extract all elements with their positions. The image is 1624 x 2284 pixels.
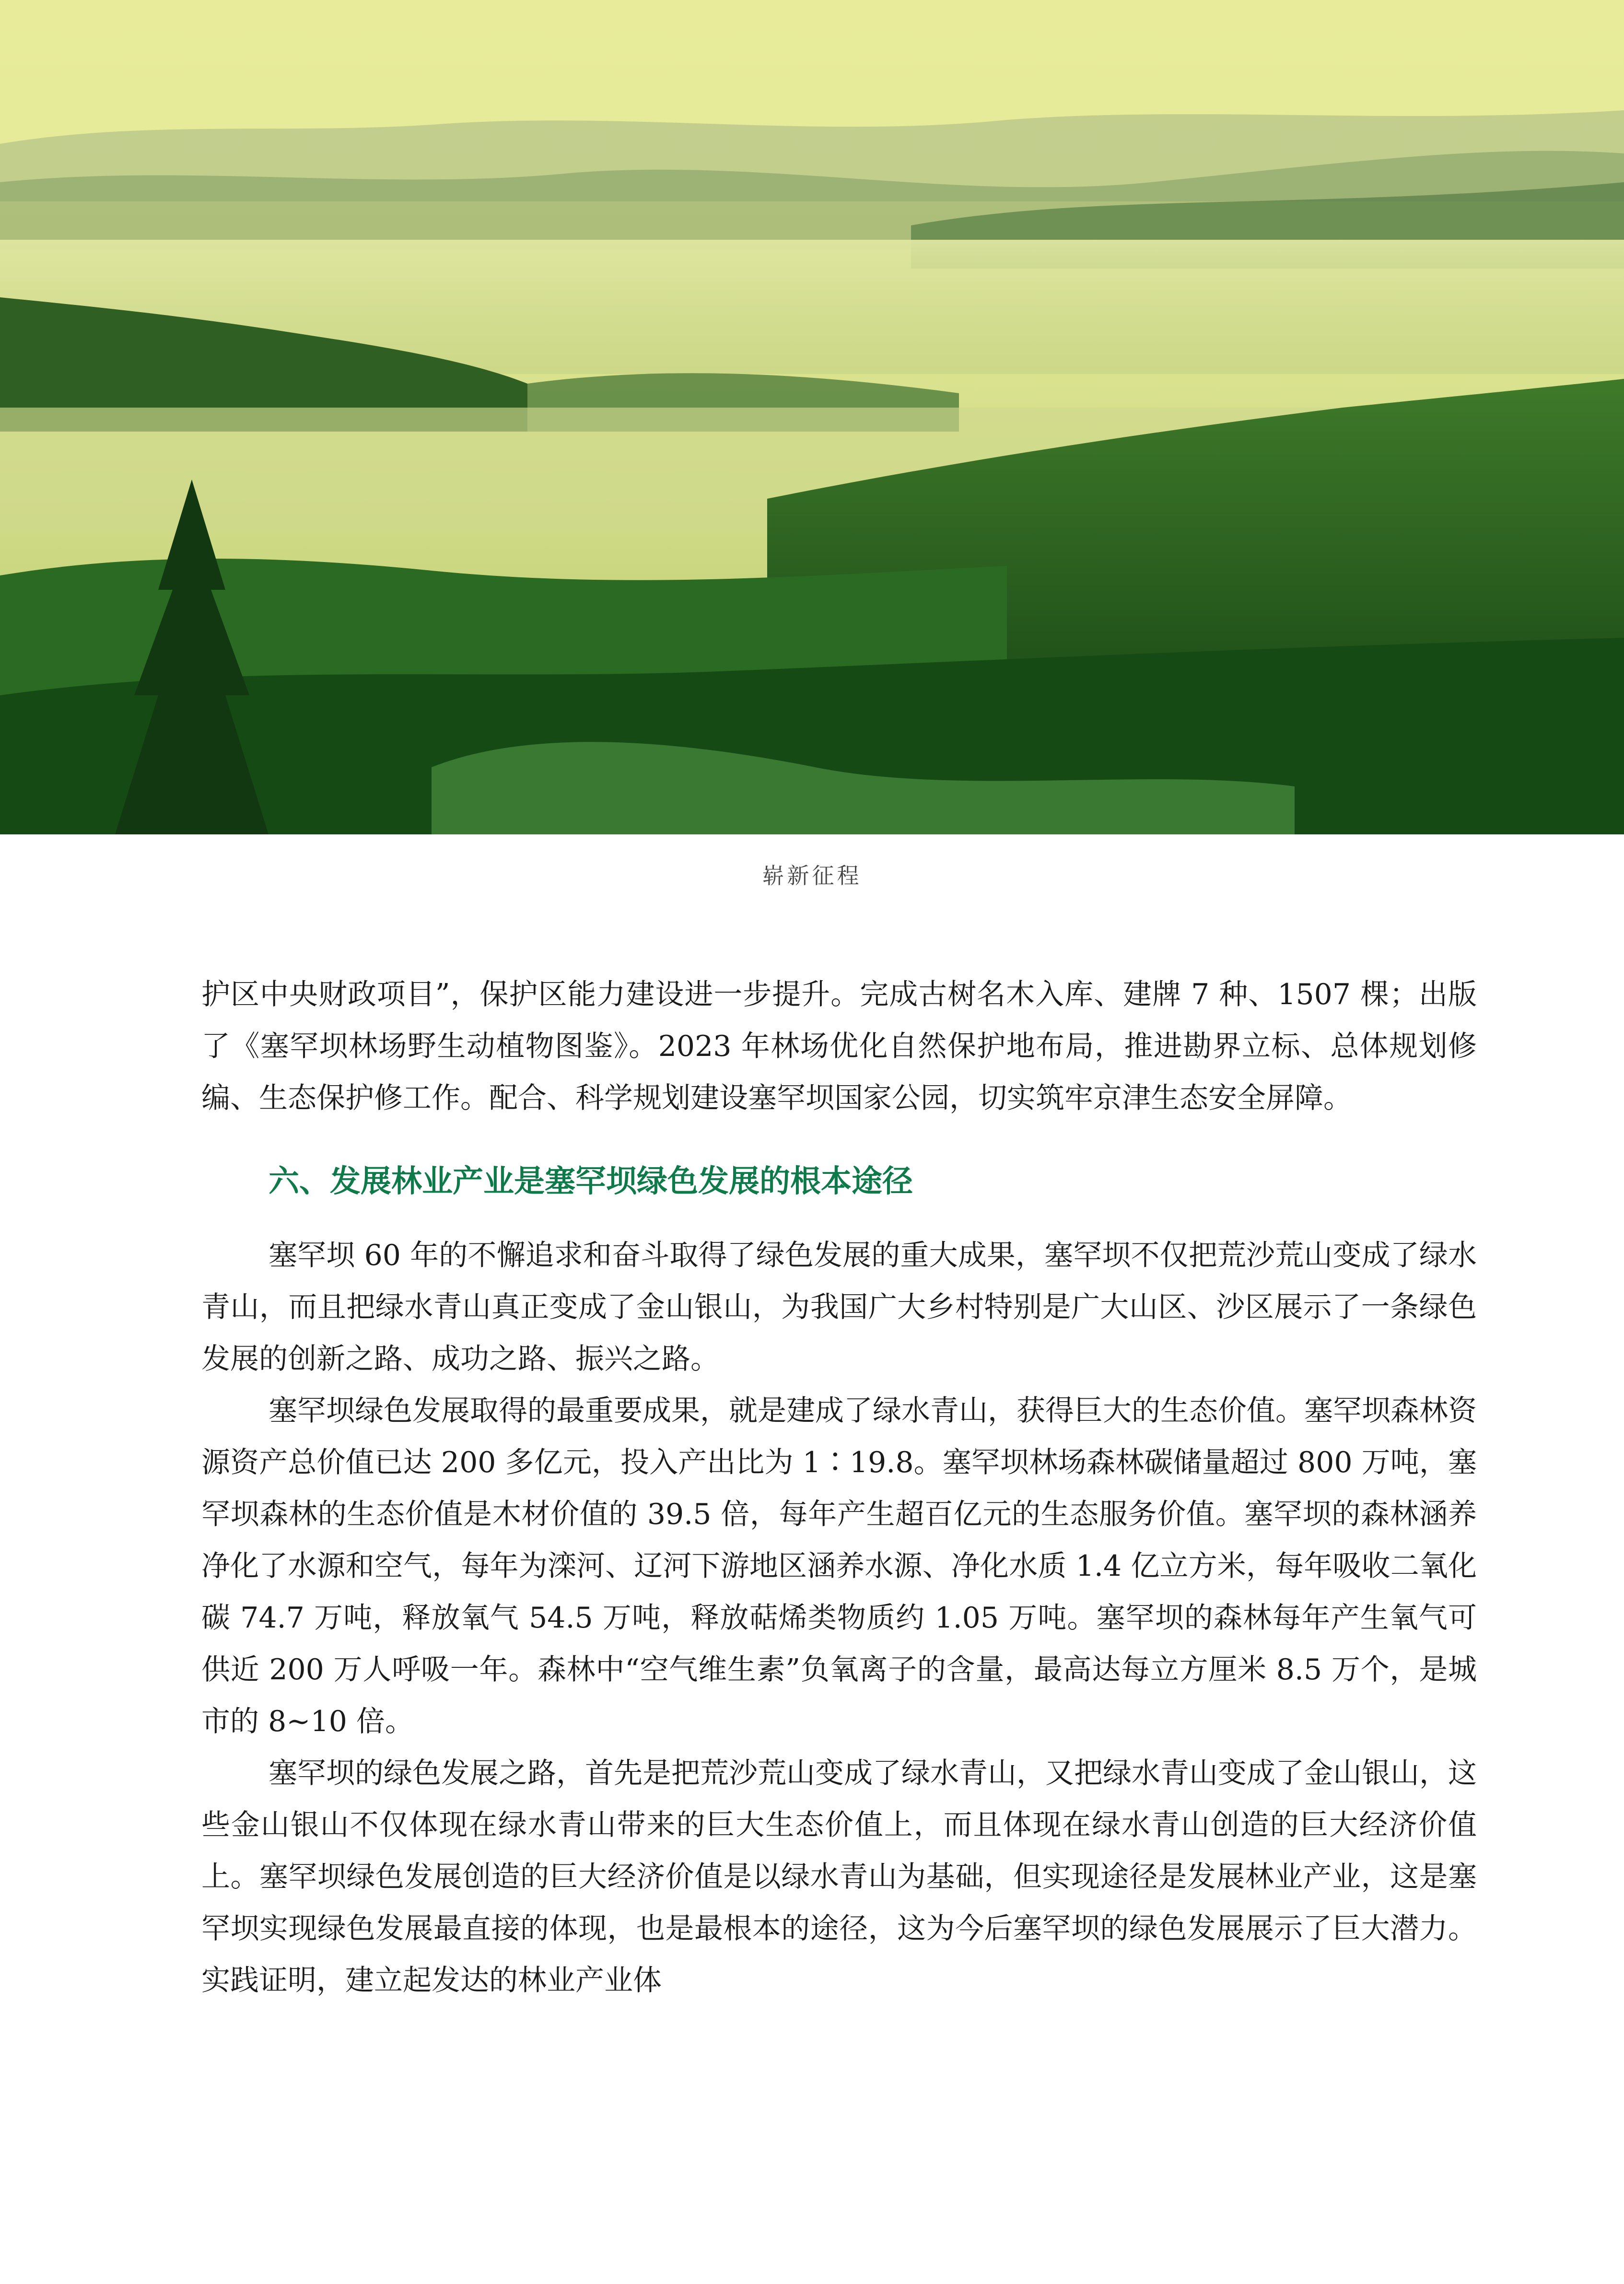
section-heading: 六、发展林业产业是塞罕坝绿色发展的根本途径 [269,1164,913,1199]
forest-landscape-photo [0,0,1624,834]
article-body [201,969,1477,2006]
paragraph-2: 塞罕坝绿色发展取得的最重要成果，就是建成了绿水青山，获得巨大的生态价值。塞罕坝森林资源资产总价值已达 200 多亿元，投入产出比为 1∶19.8。塞罕坝林场森林碳储量超过 800 万吨，塞罕坝森林的生态价值是木材价值的 39.5 倍，每年产生超百亿元的生态服务价值。塞罕坝的森林涵养净化了水源和空气，每年为滦河、辽河下游地区涵养水源、净化水质 1.4 亿立方米，每年吸收二氧化碳 74.7 万吨，释放氧气 54.5 万吨，释放萜烯类物质约 1.05 万吨。塞罕坝的森林每年产生氧气可供近 200 万人呼吸一年。森林中“空气维生素”负氧离子的含量，最高达每立方厘米 8.5 万个，是城市的 8~10 倍。 [201,1394,1477,1738]
paragraph-1: 塞罕坝 60 年的不懈追求和奋斗取得了绿色发展的重大成果，塞罕坝不仅把荒沙荒山变成了绿水青山，而且把绿水青山真正变成了金山银山，为我国广大乡村特别是广大山区、沙区展示了一条绿色发展的创新之路、成功之路、振兴之路。 [201,1239,1477,1376]
paragraph-continued: 护区中央财政项目”，保护区能力建设进一步提升。完成古树名木入库、建牌 7 种、1507 棵；出版了《塞罕坝林场野生动植物图鉴》。2023 年林场优化自然保护地布局，推进勘界立标、总体规划修编、生态保护修工作。配合、科学规划建设塞罕坝国家公园，切实筑牢京津生态安全屏障。 [201,978,1477,1115]
paragraph-3: 塞罕坝的绿色发展之路，首先是把荒沙荒山变成了绿水青山，又把绿水青山变成了金山银山，这些金山银山不仅体现在绿水青山带来的巨大生态价值上，而且体现在绿水青山创造的巨大经济价值上。塞罕坝绿色发展创造的巨大经济价值是以绿水青山为基础，但实现途径是发展林业产业，这是塞罕坝实现绿色发展最直接的体现，也是最根本的途径，这为今后塞罕坝的绿色发展展示了巨大潜力。实践证明，建立起发达的林业产业体 [201,1757,1477,1997]
photo-caption: 崭新征程 [762,863,862,889]
